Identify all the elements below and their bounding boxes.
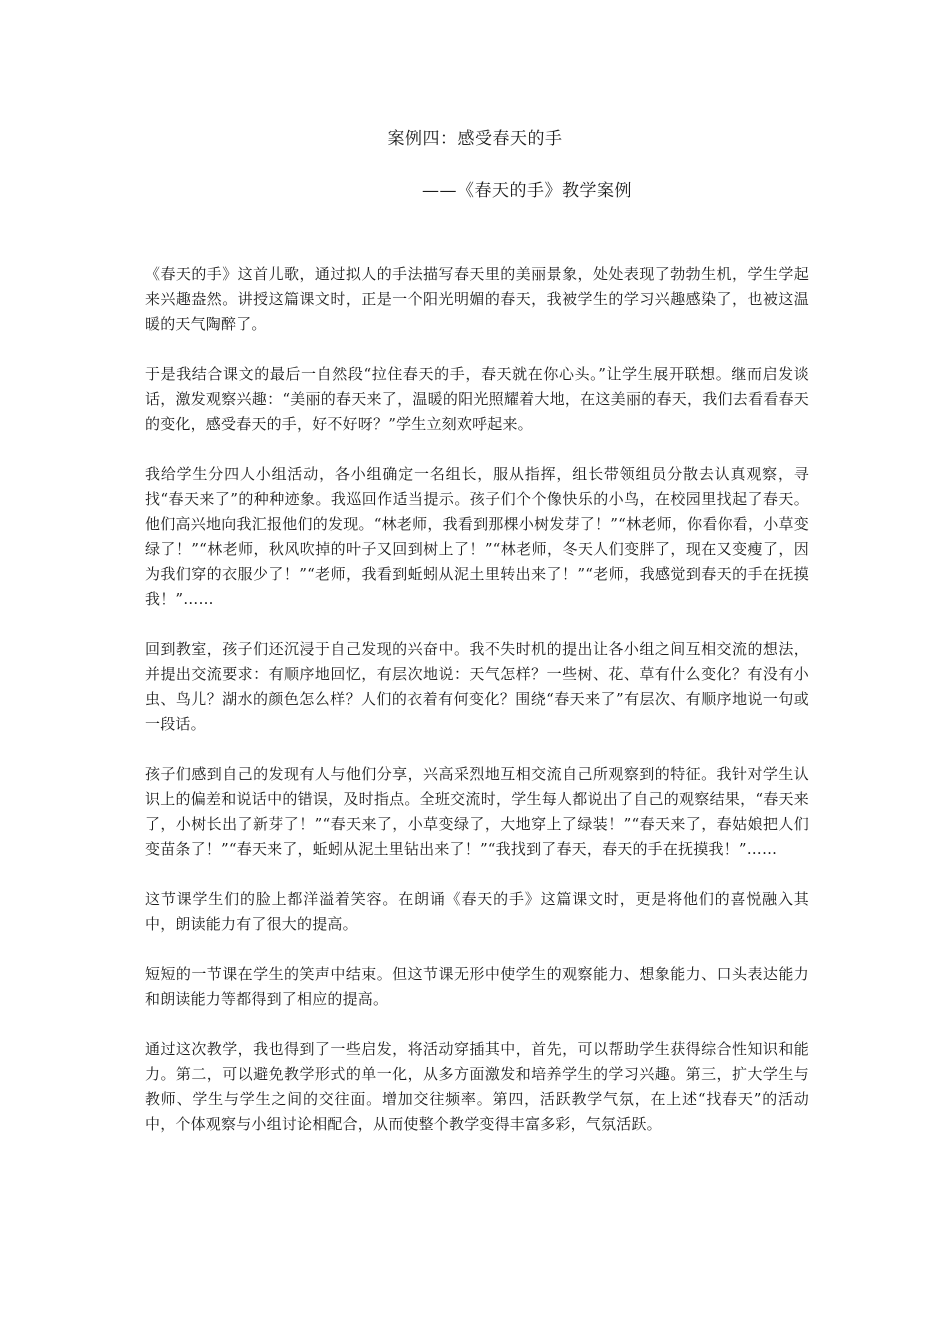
paragraph-3: 我给学生分四人小组活动，各小组确定一名组长，服从指挥，组长带领组员分散去认真观察，寻找“春天来了”的种种迹象。我巡回作适当提示。孩子们个个像快乐的小鸟，在校园里找起了春天。他们高兴地向我汇报他们的发现。“林老师，我看到那棵小树发芽了！”“林老师，你看你看，小草变绿了！”“林老师，秋风吹掉的叶子又回到树上了！”“林老师，冬天人们变胖了，现在又变瘦了，因为我们穿的衣服少了！”“老师，我看到蚯蚓从泥土里转出来了！”“老师，我感觉到春天的手在抚摸我！”…… bbox=[145, 465, 809, 608]
paragraph-6: 这节课学生们的脸上都洋溢着笑容。在朗诵《春天的手》这篇课文时，更是将他们的喜悦融入其中，朗读能力有了很大的提高。 bbox=[145, 890, 809, 933]
document-title: 案例四：感受春天的手 bbox=[387, 129, 563, 149]
paragraph-1: 《春天的手》这首儿歌，通过拟人的手法描写春天里的美丽景象，处处表现了勃勃生机，学生学起来兴趣盎然。讲授这篇课文时，正是一个阳光明媚的春天，我被学生的学习兴趣感染了，也被这温暖的天气陶醉了。 bbox=[145, 265, 809, 333]
document-body bbox=[145, 262, 809, 1162]
paragraph-8: 通过这次教学，我也得到了一些启发，将活动穿插其中，首先，可以帮助学生获得综合性知识和能力。第二，可以避免教学形式的单一化，从多方面激发和培养学生的学习兴趣。第三，扩大学生与教师、学生与学生之间的交往面。增加交往频率。第四，活跃教学气氛，在上述“找春天”的活动中，个体观察与小组讨论相配合，从而使整个教学变得丰富多彩，气氛活跃。 bbox=[145, 1040, 809, 1133]
paragraph-7: 短短的一节课在学生的笑声中结束。但这节课无形中使学生的观察能力、想象能力、口头表达能力和朗读能力等都得到了相应的提高。 bbox=[145, 965, 809, 1008]
paragraph-5: 孩子们感到自己的发现有人与他们分享，兴高采烈地互相交流自己所观察到的特征。我针对学生认识上的偏差和说话中的错误，及时指点。全班交流时，学生每人都说出了自己的观察结果，“春天来了，小树长出了新芽了！”“春天来了，小草变绿了，大地穿上了绿装！”“春天来了，春姑娘把人们变苗条了！”“春天来了，蚯蚓从泥土里钻出来了！”“我找到了春天，春天的手在抚摸我！”…… bbox=[145, 765, 809, 858]
paragraph-4: 回到教室，孩子们还沉浸于自己发现的兴奋中。我不失时机的提出让各小组之间互相交流的想法，并提出交流要求：有顺序地回忆，有层次地说：天气怎样？一些树、花、草有什么变化？有没有小虫、鸟儿？湖水的颜色怎么样？人们的衣着有何变化？围绕“春天来了”有层次、有顺序地说一句或一段话。 bbox=[145, 640, 809, 733]
paragraph-2: 于是我结合课文的最后一自然段“拉住春天的手，春天就在你心头。”让学生展开联想。继而启发谈话，激发观察兴趣：“美丽的春天来了，温暖的阳光照耀着大地，在这美丽的春天，我们去看看春天的变化，感受春天的手，好不好呀？”学生立刻欢呼起来。 bbox=[145, 365, 809, 433]
document-subtitle: ——《春天的手》教学案例 bbox=[422, 181, 632, 201]
